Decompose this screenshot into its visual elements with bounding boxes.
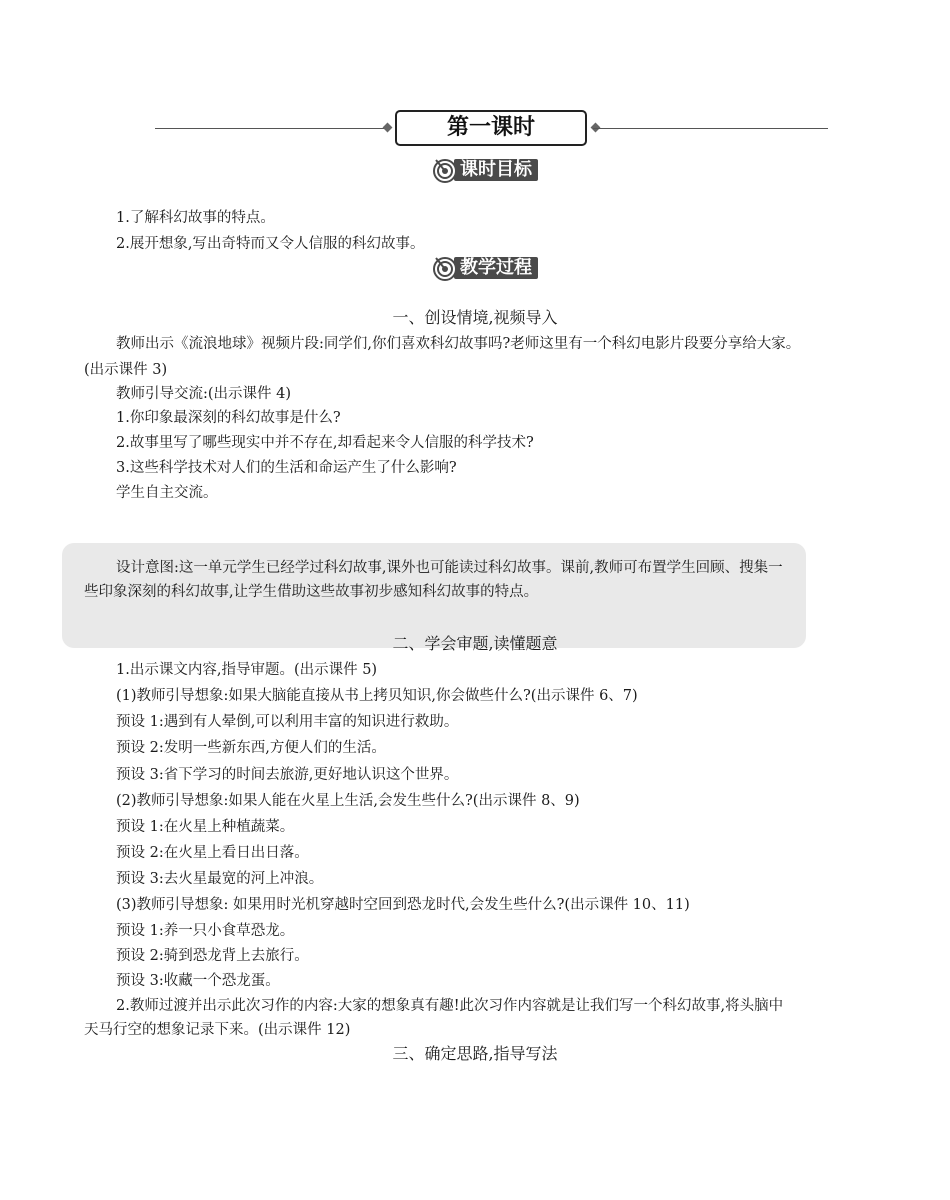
- paragraph: 教师出示《流浪地球》视频片段:同学们,你们喜欢科幻故事吗?老师这里有一个科幻电影片段要分享给大家。: [116, 336, 801, 352]
- preset-item: 预设 1:养一只小食草恐龙。: [116, 923, 295, 939]
- preset-item: 预设 3:去火星最宽的河上冲浪。: [116, 871, 324, 887]
- preset-item: 预设 2:发明一些新东西,方便人们的生活。: [116, 740, 386, 756]
- paragraph: 天马行空的想象记录下来。(出示课件 12): [84, 1022, 351, 1038]
- preset-item: 预设 3:省下学习的时间去旅游,更好地认识这个世界。: [116, 767, 459, 783]
- preset-item: 预设 2:在火星上看日出日落。: [116, 845, 309, 861]
- question-item: 2.故事里写了哪些现实中并不存在,却看起来令人信服的科学技术?: [116, 435, 534, 451]
- preset-item: 预设 1:遇到有人晕倒,可以利用丰富的知识进行救助。: [116, 714, 459, 730]
- question-item: 1.你印象最深刻的科幻故事是什么?: [116, 410, 341, 426]
- guide-item: (2)教师引导想象:如果人能在火星上生活,会发生些什么?(出示课件 8、9): [116, 793, 580, 809]
- paragraph: 教师引导交流:(出示课件 4): [116, 386, 292, 402]
- preset-item: 预设 2:骑到恐龙背上去旅行。: [116, 948, 309, 964]
- design-intent-text: 些印象深刻的科幻故事,让学生借助这些故事初步感知科幻故事的特点。: [84, 584, 539, 600]
- goals-section-label: 课时目标: [454, 159, 538, 181]
- preset-item: 预设 3:收藏一个恐龙蛋。: [116, 973, 280, 989]
- left-rule: [155, 128, 390, 129]
- goals-section-tag: [432, 156, 550, 184]
- part2-heading: 二、学会审题,读懂题意: [392, 634, 558, 653]
- target-icon: [432, 157, 458, 183]
- page-title: 第一课时: [395, 110, 587, 146]
- paragraph: 2.教师过渡并出示此次习作的内容:大家的想象真有趣!此次习作内容就是让我们写一个科幻故事,将头脑中: [116, 998, 784, 1014]
- part1-heading: 一、创设情境,视频导入: [392, 308, 558, 327]
- left-diamond: [383, 123, 393, 133]
- guide-item: (1)教师引导想象:如果大脑能直接从书上拷贝知识,你会做些什么?(出示课件 6、7): [116, 688, 638, 704]
- process-section-tag: [432, 254, 550, 282]
- part3-heading: 三、确定思路,指导写法: [392, 1044, 558, 1063]
- paragraph: (出示课件 3): [84, 362, 168, 378]
- question-item: 3.这些科学技术对人们的生活和命运产生了什么影响?: [116, 460, 457, 476]
- goal-item: 2.展开想象,写出奇特而又令人信服的科幻故事。: [116, 236, 425, 252]
- target-icon: [432, 255, 458, 281]
- lesson-title-banner: [155, 110, 828, 150]
- paragraph: 学生自主交流。: [116, 485, 218, 501]
- paragraph: 1.出示课文内容,指导审题。(出示课件 5): [116, 662, 378, 678]
- preset-item: 预设 1:在火星上种植蔬菜。: [116, 819, 295, 835]
- process-section-label: 教学过程: [454, 257, 538, 279]
- right-rule: [593, 128, 828, 129]
- design-intent-text: 设计意图:这一单元学生已经学过科幻故事,课外也可能读过科幻故事。课前,教师可布置学生回顾、搜集一: [116, 560, 783, 576]
- goal-item: 1.了解科幻故事的特点。: [116, 210, 275, 226]
- guide-item: (3)教师引导想象: 如果用时光机穿越时空回到恐龙时代,会发生些什么?(出示课件 10、11): [116, 897, 690, 913]
